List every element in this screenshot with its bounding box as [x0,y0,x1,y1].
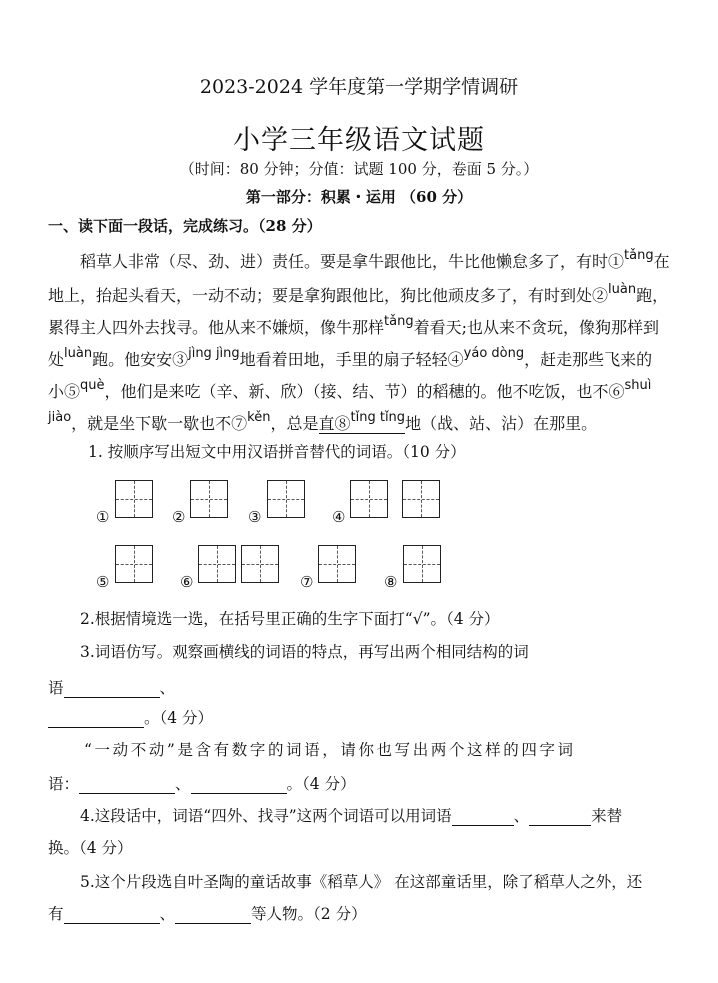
question-3-line-2 [48,676,175,698]
pinyin: què [80,378,105,393]
question-text: 4.这段话中，词语“四外、找寻”这两个词语可以用词语 [80,807,452,825]
passage-text: 小⑤ [48,382,81,401]
answer-blank[interactable] [48,711,144,728]
passage-text: 着看天;也从来不贪玩，像狗那样到 [413,318,659,337]
passage-text: ，他们是来吃（辛、新、欣）（接、结、节）的稻穗的。他不吃饭，也不⑥ [104,382,625,401]
question-4-line-2: 换。（4 分） [48,839,133,857]
writing-grid-6a[interactable] [198,545,236,583]
passage-text: 在 [653,252,670,271]
pinyin: luàn [608,282,637,297]
question-3b: “一动不动”是含有数字的词语，请你也写出两个这样的四字词 [84,741,576,759]
answer-blank[interactable] [79,777,175,794]
pinyin: tǎng [384,314,414,329]
exam-info: （时间：80 分钟；分值：试题 100 分，卷面 5 分。） [179,160,539,178]
passage-line-2 [48,280,668,314]
pinyin: kěn [247,410,271,425]
question-1: 1. 按顺序写出短文中用汉语拼音替代的词语。（10 分） [88,443,466,461]
exam-title: 小学三年级语文试题 [233,125,485,156]
question-text: 、 [175,775,191,793]
writing-grid-4b[interactable] [402,480,440,518]
writing-grid-1[interactable] [115,480,153,518]
passage-text: 地上，抬起头看天，一动不动；要是拿狗跟他比，狗比他顽皮多了，有时到处② [48,286,609,305]
writing-grid-7[interactable] [318,545,356,583]
pinyin: tǎng [624,248,654,263]
passage-text: 稻草人非常（尽、劲、进）责任。要是拿牛跟他比，牛比他懒怠多了，有时① [80,252,625,271]
passage-line-5 [48,376,651,410]
passage-line-3 [48,312,659,346]
question-text: 、 [513,807,530,825]
passage-text: 跑， [636,286,669,305]
pinyin: yáo dòng [463,346,525,361]
question-3: 3.词语仿写。观察画横线的词语的特点，再写出两个相同结构的词 [80,643,529,661]
grid-label-1: ① [96,508,110,526]
question-2: 2.根据情境选一选，在括号里正确的生字下面打“√”。（4 分） [80,610,500,628]
section-heading: 一、读下面一段话，完成练习。（28 分） [48,217,322,235]
question-3-line-3 [48,706,213,728]
pinyin: shuì [624,378,652,393]
passage-text: 直⑧ [318,414,351,433]
question-text: 语： [48,775,80,793]
writing-grid-3[interactable] [267,480,305,518]
answer-blank[interactable] [64,681,160,698]
answer-blank[interactable] [452,809,514,826]
writing-grid-8[interactable] [403,545,441,583]
question-text: 来替 [591,807,623,825]
question-3b-line-2 [48,772,356,794]
question-text: 、 [159,679,176,697]
question-text: 等人物。（2 分） [251,905,367,923]
question-text: 有 [48,905,64,923]
grid-label-2: ② [172,508,186,526]
passage-text: 处 [48,350,65,369]
question-text: 。（4 分） [286,775,356,793]
exam-header: 2023-2024 学年度第一学期学情调研 [199,76,519,98]
passage-text: 地（战、站、沾）在那里。 [405,414,598,433]
underlined-word [318,410,406,434]
grid-label-3: ③ [248,508,262,526]
question-text: 、 [159,905,176,923]
writing-grid-2[interactable] [190,480,228,518]
passage-text: ，就是坐下歇一歇也不⑦ [71,414,248,433]
answer-blank[interactable] [191,777,287,794]
passage-text: ，总是 [270,414,319,433]
pinyin: jiào [48,410,72,425]
passage-text: 地看着田地，手里的扇子轻轻④ [239,350,464,369]
passage-line-1 [80,246,670,280]
question-5-line-2 [48,902,367,924]
question-5: 5.这个片段选自叶圣陶的童话故事《稻草人》 在这部童话里，除了稻草人之外，还 [80,873,643,891]
grid-label-5: ⑤ [96,573,110,591]
passage-text: ，赶走那些飞来的 [524,350,653,369]
question-4 [80,804,622,826]
grid-label-4: ④ [332,508,346,526]
grid-label-8: ⑧ [384,573,398,591]
answer-blank[interactable] [175,907,251,924]
question-text: 。（4 分） [144,709,214,727]
question-text: 语 [48,679,64,697]
answer-blank[interactable] [64,907,160,924]
passage-text: 跑。他安安③ [92,350,189,369]
pinyin: luàn [64,346,93,361]
passage-line-6 [48,408,597,442]
part-heading: 第一部分：积累・运用 （60 分） [245,188,473,206]
writing-grid-5[interactable] [115,545,153,583]
grid-label-7: ⑦ [300,573,314,591]
answer-blank[interactable] [529,809,591,826]
grid-label-6: ⑥ [180,573,194,591]
pinyin: jìng jìng [188,346,240,361]
passage-text: 累得主人四外去找寻。他从来不嫌烦，像牛那样 [48,318,385,337]
writing-grid-4a[interactable] [350,480,388,518]
passage-line-4 [48,344,652,378]
writing-grid-6b[interactable] [241,545,279,583]
pinyin: tǐng tǐng [350,410,406,425]
